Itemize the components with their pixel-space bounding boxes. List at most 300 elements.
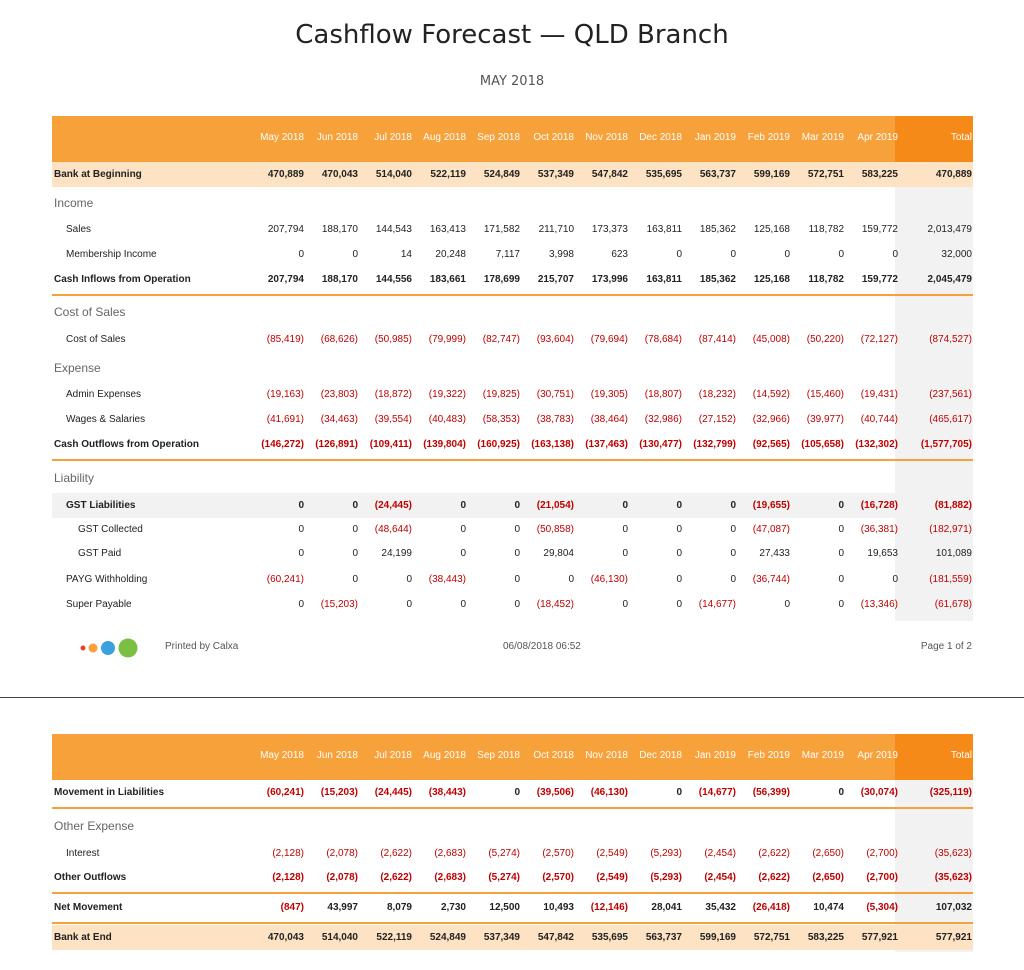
cell-value: 19,653 — [867, 548, 898, 559]
cell-value: 0 — [460, 599, 466, 610]
cell-value: (72,127) — [860, 334, 898, 345]
row-label: Super Payable — [66, 599, 132, 610]
column-header: Jul 2018 — [374, 132, 412, 143]
cell-value: 522,119 — [430, 169, 466, 180]
table-row — [52, 267, 973, 292]
cell-value: (2,622) — [380, 848, 412, 859]
table-row — [52, 865, 973, 890]
cell-value: (1,577,705) — [920, 439, 972, 450]
cell-value: 32,000 — [941, 249, 972, 260]
cell-value: 10,474 — [813, 902, 844, 913]
column-header: Nov 2018 — [585, 132, 628, 143]
cell-value: 0 — [838, 787, 844, 798]
cell-value: (47,087) — [752, 524, 790, 535]
cell-value: (2,700) — [866, 872, 898, 883]
column-header: Feb 2019 — [747, 750, 790, 761]
divider — [52, 294, 973, 296]
cell-value: 0 — [298, 249, 304, 260]
column-header: May 2018 — [260, 750, 304, 761]
divider — [52, 459, 973, 461]
cell-value: 12,500 — [489, 902, 520, 913]
cell-value: 125,168 — [753, 224, 790, 235]
cell-value: 535,695 — [645, 169, 682, 180]
cell-value: (15,203) — [320, 599, 358, 610]
cell-value: 535,695 — [591, 932, 628, 943]
cell-value: (50,858) — [536, 524, 574, 535]
cell-value: (2,622) — [758, 848, 790, 859]
cell-value: (92,565) — [752, 439, 790, 450]
cell-value: 29,804 — [543, 548, 574, 559]
cell-value: 2,730 — [440, 902, 466, 913]
column-header: Aug 2018 — [423, 132, 466, 143]
cell-value: (46,130) — [590, 787, 628, 798]
cell-value: (2,128) — [272, 872, 304, 883]
cell-value: (19,163) — [266, 389, 304, 400]
cell-value: 0 — [622, 524, 628, 535]
row-label: Wages & Salaries — [66, 414, 146, 425]
row-label: Cost of Sales — [66, 334, 126, 345]
column-header: Total — [950, 132, 972, 143]
cell-value: 207,794 — [267, 224, 304, 235]
table-row — [52, 327, 973, 352]
cell-value: (79,999) — [428, 334, 466, 345]
cell-value: 583,225 — [861, 169, 898, 180]
cell-value: (109,411) — [369, 439, 412, 450]
cell-value: (60,241) — [266, 574, 304, 585]
cell-value: (181,559) — [929, 574, 972, 585]
cell-value: 207,794 — [267, 274, 304, 285]
page-number: Page 1 of 2 — [920, 641, 972, 652]
cell-value: (87,414) — [698, 334, 736, 345]
cell-value: (23,803) — [320, 389, 358, 400]
cell-value: (847) — [280, 902, 304, 913]
column-header: Apr 2019 — [857, 132, 898, 143]
cell-value: (18,452) — [536, 599, 574, 610]
cell-value: 144,543 — [375, 224, 412, 235]
cell-value: (35,623) — [934, 848, 972, 859]
cell-value: 2,045,479 — [927, 274, 972, 285]
table-row — [52, 162, 973, 187]
cell-value: 3,998 — [548, 249, 574, 260]
row-label: Cash Inflows from Operation — [54, 274, 191, 285]
cell-value: 0 — [838, 548, 844, 559]
page-break-line — [0, 697, 1024, 698]
cell-value: (2,570) — [542, 872, 574, 883]
cell-value: 514,040 — [321, 932, 358, 943]
cell-value: 0 — [838, 599, 844, 610]
cell-value: (36,381) — [860, 524, 898, 535]
cell-value: 185,362 — [699, 274, 736, 285]
cell-value: 0 — [784, 599, 790, 610]
cell-value: (130,477) — [639, 439, 682, 450]
column-header: Jun 2018 — [316, 132, 358, 143]
cell-value: 20,248 — [435, 249, 466, 260]
cell-value: 623 — [611, 249, 628, 260]
cell-value: (14,592) — [752, 389, 790, 400]
section-heading: Other Expense — [54, 819, 135, 833]
report-period: MAY 2018 — [479, 74, 545, 89]
cell-value: (27,152) — [698, 414, 736, 425]
cell-value: 0 — [676, 524, 682, 535]
cell-value: (30,074) — [860, 787, 898, 798]
cell-value: 0 — [838, 249, 844, 260]
cell-value: (24,445) — [374, 500, 412, 511]
cell-value: 183,661 — [429, 274, 466, 285]
cell-value: (50,220) — [806, 334, 844, 345]
cell-value: (5,274) — [488, 872, 520, 883]
cell-value: (2,128) — [272, 848, 304, 859]
cell-value: 0 — [622, 548, 628, 559]
cell-value: (2,454) — [704, 848, 736, 859]
column-header: Jul 2018 — [374, 750, 412, 761]
cell-value: (39,554) — [374, 414, 412, 425]
cell-value: 107,032 — [935, 902, 972, 913]
table-row — [52, 517, 973, 542]
cell-value: 0 — [784, 249, 790, 260]
cell-value: (15,460) — [806, 389, 844, 400]
cell-value: 0 — [298, 500, 304, 511]
cell-value: (160,925) — [477, 439, 520, 450]
row-label: Net Movement — [54, 902, 123, 913]
cell-value: 0 — [676, 548, 682, 559]
column-header: Nov 2018 — [585, 750, 628, 761]
cell-value: (13,346) — [860, 599, 898, 610]
table-header — [52, 116, 973, 162]
cell-value: (30,751) — [536, 389, 574, 400]
cell-value: 2,013,479 — [927, 224, 972, 235]
column-header: Apr 2019 — [857, 750, 898, 761]
cell-value: (325,119) — [929, 787, 972, 798]
cell-value: (2,549) — [596, 848, 628, 859]
column-header: Aug 2018 — [423, 750, 466, 761]
cell-value: 0 — [406, 574, 412, 585]
printed-by: Printed by Calxa — [165, 641, 239, 652]
cell-value: (12,146) — [590, 902, 628, 913]
cell-value: 0 — [352, 548, 358, 559]
cell-value: 0 — [730, 524, 736, 535]
cell-value: (39,977) — [806, 414, 844, 425]
calxa-logo-icon — [80, 638, 140, 658]
cell-value: 43,997 — [327, 902, 358, 913]
cell-value: (45,008) — [752, 334, 790, 345]
cell-value: 470,889 — [935, 169, 972, 180]
column-header: Oct 2018 — [533, 132, 574, 143]
row-label: Movement in Liabilities — [54, 787, 165, 798]
table-row — [52, 567, 973, 592]
cell-value: 547,842 — [591, 169, 628, 180]
cell-value: (126,891) — [315, 439, 358, 450]
cell-value: (18,807) — [644, 389, 682, 400]
column-header: Total — [950, 750, 972, 761]
cell-value: (38,443) — [428, 574, 466, 585]
table-row — [52, 242, 973, 267]
cell-value: (40,744) — [860, 414, 898, 425]
cell-value: (93,604) — [536, 334, 574, 345]
divider — [52, 922, 973, 924]
table-row — [52, 925, 973, 950]
row-label: GST Paid — [78, 548, 122, 559]
cell-value: 24,199 — [381, 548, 412, 559]
cell-value: (41,691) — [266, 414, 304, 425]
column-header: Oct 2018 — [533, 750, 574, 761]
cell-value: (237,561) — [929, 389, 972, 400]
cell-value: 118,782 — [808, 224, 844, 235]
cell-value: 0 — [730, 500, 736, 511]
cell-value: (5,274) — [488, 848, 520, 859]
cell-value: (874,527) — [929, 334, 972, 345]
cell-value: 188,170 — [321, 274, 358, 285]
cell-value: (79,694) — [590, 334, 628, 345]
cell-value: 0 — [514, 599, 520, 610]
cell-value: 537,349 — [483, 932, 520, 943]
column-header: Mar 2019 — [801, 132, 844, 143]
cell-value: 0 — [514, 524, 520, 535]
cell-value: (26,418) — [752, 902, 790, 913]
row-label: GST Liabilities — [66, 500, 136, 511]
cell-value: (182,971) — [929, 524, 972, 535]
cell-value: 470,043 — [321, 169, 358, 180]
cell-value: 0 — [352, 249, 358, 260]
cell-value: (61,678) — [934, 599, 972, 610]
cell-value: (465,617) — [929, 414, 972, 425]
cell-value: 101,089 — [935, 548, 972, 559]
cell-value: (2,078) — [326, 848, 358, 859]
cell-value: (24,445) — [374, 787, 412, 798]
cell-value: 470,889 — [267, 169, 304, 180]
divider — [52, 892, 973, 894]
table-row — [52, 407, 973, 432]
cell-value: 0 — [730, 548, 736, 559]
cell-value: 0 — [892, 574, 898, 585]
cell-value: (132,302) — [855, 439, 898, 450]
cell-value: (16,728) — [860, 500, 898, 511]
row-label: Admin Expenses — [66, 389, 142, 400]
cell-value: (2,622) — [758, 872, 790, 883]
row-label: GST Collected — [78, 524, 143, 535]
cell-value: 583,225 — [807, 932, 844, 943]
cell-value: (82,747) — [482, 334, 520, 345]
cell-value: 599,169 — [699, 932, 736, 943]
table-row — [52, 780, 973, 805]
cell-value: 10,493 — [543, 902, 574, 913]
cell-value: (50,985) — [374, 334, 412, 345]
cell-value: (2,622) — [380, 872, 412, 883]
column-header: Jan 2019 — [694, 750, 736, 761]
cell-value: (32,986) — [644, 414, 682, 425]
cell-value: (18,232) — [698, 389, 736, 400]
cell-value: (146,272) — [261, 439, 304, 450]
cell-value: 470,043 — [267, 932, 304, 943]
cell-value: (19,825) — [482, 389, 520, 400]
section-heading: Income — [54, 196, 94, 210]
cell-value: 211,710 — [538, 224, 574, 235]
cell-value: 0 — [838, 500, 844, 511]
cell-value: 28,041 — [651, 902, 682, 913]
cell-value: (2,650) — [812, 872, 844, 883]
cell-value: 0 — [298, 599, 304, 610]
cell-value: 35,432 — [705, 902, 736, 913]
cell-value: 572,751 — [753, 932, 790, 943]
cell-value: 163,811 — [646, 274, 682, 285]
table-row — [52, 841, 973, 866]
cell-value: 522,119 — [376, 932, 412, 943]
cell-value: (2,078) — [326, 872, 358, 883]
table-row — [52, 895, 973, 920]
cell-value: (2,549) — [596, 872, 628, 883]
cell-value: 0 — [622, 500, 628, 511]
cell-value: 563,737 — [699, 169, 736, 180]
cell-value: 0 — [730, 574, 736, 585]
cell-value: (78,684) — [644, 334, 682, 345]
cell-value: (2,683) — [434, 872, 466, 883]
cell-value: (32,966) — [752, 414, 790, 425]
cell-value: 0 — [622, 599, 628, 610]
cell-value: 8,079 — [386, 902, 412, 913]
cell-value: (5,293) — [650, 872, 682, 883]
cell-value: 537,349 — [537, 169, 574, 180]
cell-value: (139,804) — [423, 439, 466, 450]
table-row — [52, 541, 973, 566]
cell-value: 547,842 — [537, 932, 574, 943]
cell-value: 0 — [730, 249, 736, 260]
cell-value: 0 — [352, 524, 358, 535]
table-row — [52, 493, 973, 518]
table-row — [52, 432, 973, 457]
cell-value: (35,623) — [934, 872, 972, 883]
table-row — [52, 382, 973, 407]
row-label: Bank at Beginning — [54, 169, 142, 180]
cell-value: (18,872) — [374, 389, 412, 400]
cell-value: 599,169 — [753, 169, 790, 180]
cell-value: (56,399) — [752, 787, 790, 798]
cell-value: 185,362 — [699, 224, 736, 235]
cell-value: 563,737 — [645, 932, 682, 943]
cell-value: 0 — [892, 249, 898, 260]
cell-value: 0 — [514, 787, 520, 798]
table-header — [52, 734, 973, 780]
column-header: Sep 2018 — [477, 750, 520, 761]
cell-value: 0 — [676, 787, 682, 798]
row-label: PAYG Withholding — [66, 574, 148, 585]
section-heading: Cost of Sales — [54, 305, 126, 319]
cell-value: (36,744) — [752, 574, 790, 585]
cell-value: (19,655) — [752, 500, 790, 511]
cell-value: (46,130) — [590, 574, 628, 585]
cell-value: (137,463) — [585, 439, 628, 450]
column-header: Mar 2019 — [801, 750, 844, 761]
cell-value: 0 — [514, 574, 520, 585]
cell-value: 0 — [676, 500, 682, 511]
cell-value: 524,849 — [483, 169, 520, 180]
cell-value: (60,241) — [266, 787, 304, 798]
cell-value: 0 — [298, 524, 304, 535]
cell-value: (38,443) — [428, 787, 466, 798]
cell-value: 215,707 — [537, 274, 574, 285]
cell-value: (58,353) — [482, 414, 520, 425]
cashflow-table-page-2 — [52, 734, 973, 952]
row-label: Cash Outflows from Operation — [54, 439, 200, 450]
cell-value: 0 — [460, 500, 466, 511]
cell-value: (14,677) — [698, 599, 736, 610]
cell-value: (40,483) — [428, 414, 466, 425]
cell-value: (19,322) — [428, 389, 466, 400]
column-header: Jun 2018 — [316, 750, 358, 761]
cell-value: (38,464) — [590, 414, 628, 425]
cell-value: 572,751 — [807, 169, 844, 180]
cell-value: 0 — [838, 574, 844, 585]
cell-value: 514,040 — [375, 169, 412, 180]
cell-value: 159,772 — [861, 224, 898, 235]
cell-value: 0 — [460, 524, 466, 535]
cell-value: 524,849 — [429, 932, 466, 943]
print-timestamp: 06/08/2018 06:52 — [503, 641, 581, 652]
cell-value: 144,556 — [375, 274, 412, 285]
cell-value: 0 — [514, 548, 520, 559]
cell-value: 0 — [352, 574, 358, 585]
cell-value: (19,305) — [590, 389, 628, 400]
cell-value: 577,921 — [861, 932, 898, 943]
cell-value: 14 — [400, 249, 412, 260]
cell-value: 7,117 — [495, 249, 520, 260]
divider — [52, 807, 973, 809]
cell-value: (21,054) — [536, 500, 574, 511]
cell-value: 0 — [298, 548, 304, 559]
cell-value: 27,433 — [759, 548, 790, 559]
column-header: Sep 2018 — [477, 132, 520, 143]
cell-value: 118,782 — [808, 274, 844, 285]
cell-value: (19,431) — [860, 389, 898, 400]
row-label: Interest — [66, 848, 100, 859]
cell-value: (48,644) — [374, 524, 412, 535]
cell-value: (38,783) — [536, 414, 574, 425]
cell-value: 173,996 — [591, 274, 628, 285]
cell-value: 0 — [838, 524, 844, 535]
cell-value: 173,373 — [591, 224, 628, 235]
column-header: Feb 2019 — [747, 132, 790, 143]
cell-value: (34,463) — [320, 414, 358, 425]
cell-value: 0 — [676, 249, 682, 260]
cell-value: 163,413 — [429, 224, 466, 235]
cell-value: 0 — [352, 500, 358, 511]
cell-value: (2,454) — [704, 872, 736, 883]
cell-value: 577,921 — [935, 932, 972, 943]
cell-value: (2,700) — [866, 848, 898, 859]
cell-value: (15,203) — [320, 787, 358, 798]
table-row — [52, 217, 973, 242]
cell-value: 0 — [568, 574, 574, 585]
row-label: Membership Income — [66, 249, 157, 260]
cell-value: 171,582 — [483, 224, 520, 235]
cell-value: (132,799) — [693, 439, 736, 450]
cell-value: (14,677) — [698, 787, 736, 798]
cell-value: (2,570) — [542, 848, 574, 859]
cell-value: 0 — [514, 500, 520, 511]
cell-value: (2,650) — [812, 848, 844, 859]
table-row — [52, 592, 973, 617]
cell-value: 163,811 — [646, 224, 682, 235]
column-header: Jan 2019 — [694, 132, 736, 143]
cell-value: 159,772 — [861, 274, 898, 285]
cell-value: 0 — [676, 574, 682, 585]
column-header: Dec 2018 — [639, 132, 682, 143]
row-label: Bank at End — [54, 932, 112, 943]
cell-value: (85,419) — [266, 334, 304, 345]
cell-value: 0 — [676, 599, 682, 610]
row-label: Other Outflows — [54, 872, 127, 883]
column-header: May 2018 — [260, 132, 304, 143]
cell-value: (68,626) — [320, 334, 358, 345]
report-title: Cashflow Forecast — QLD Branch — [295, 20, 729, 50]
